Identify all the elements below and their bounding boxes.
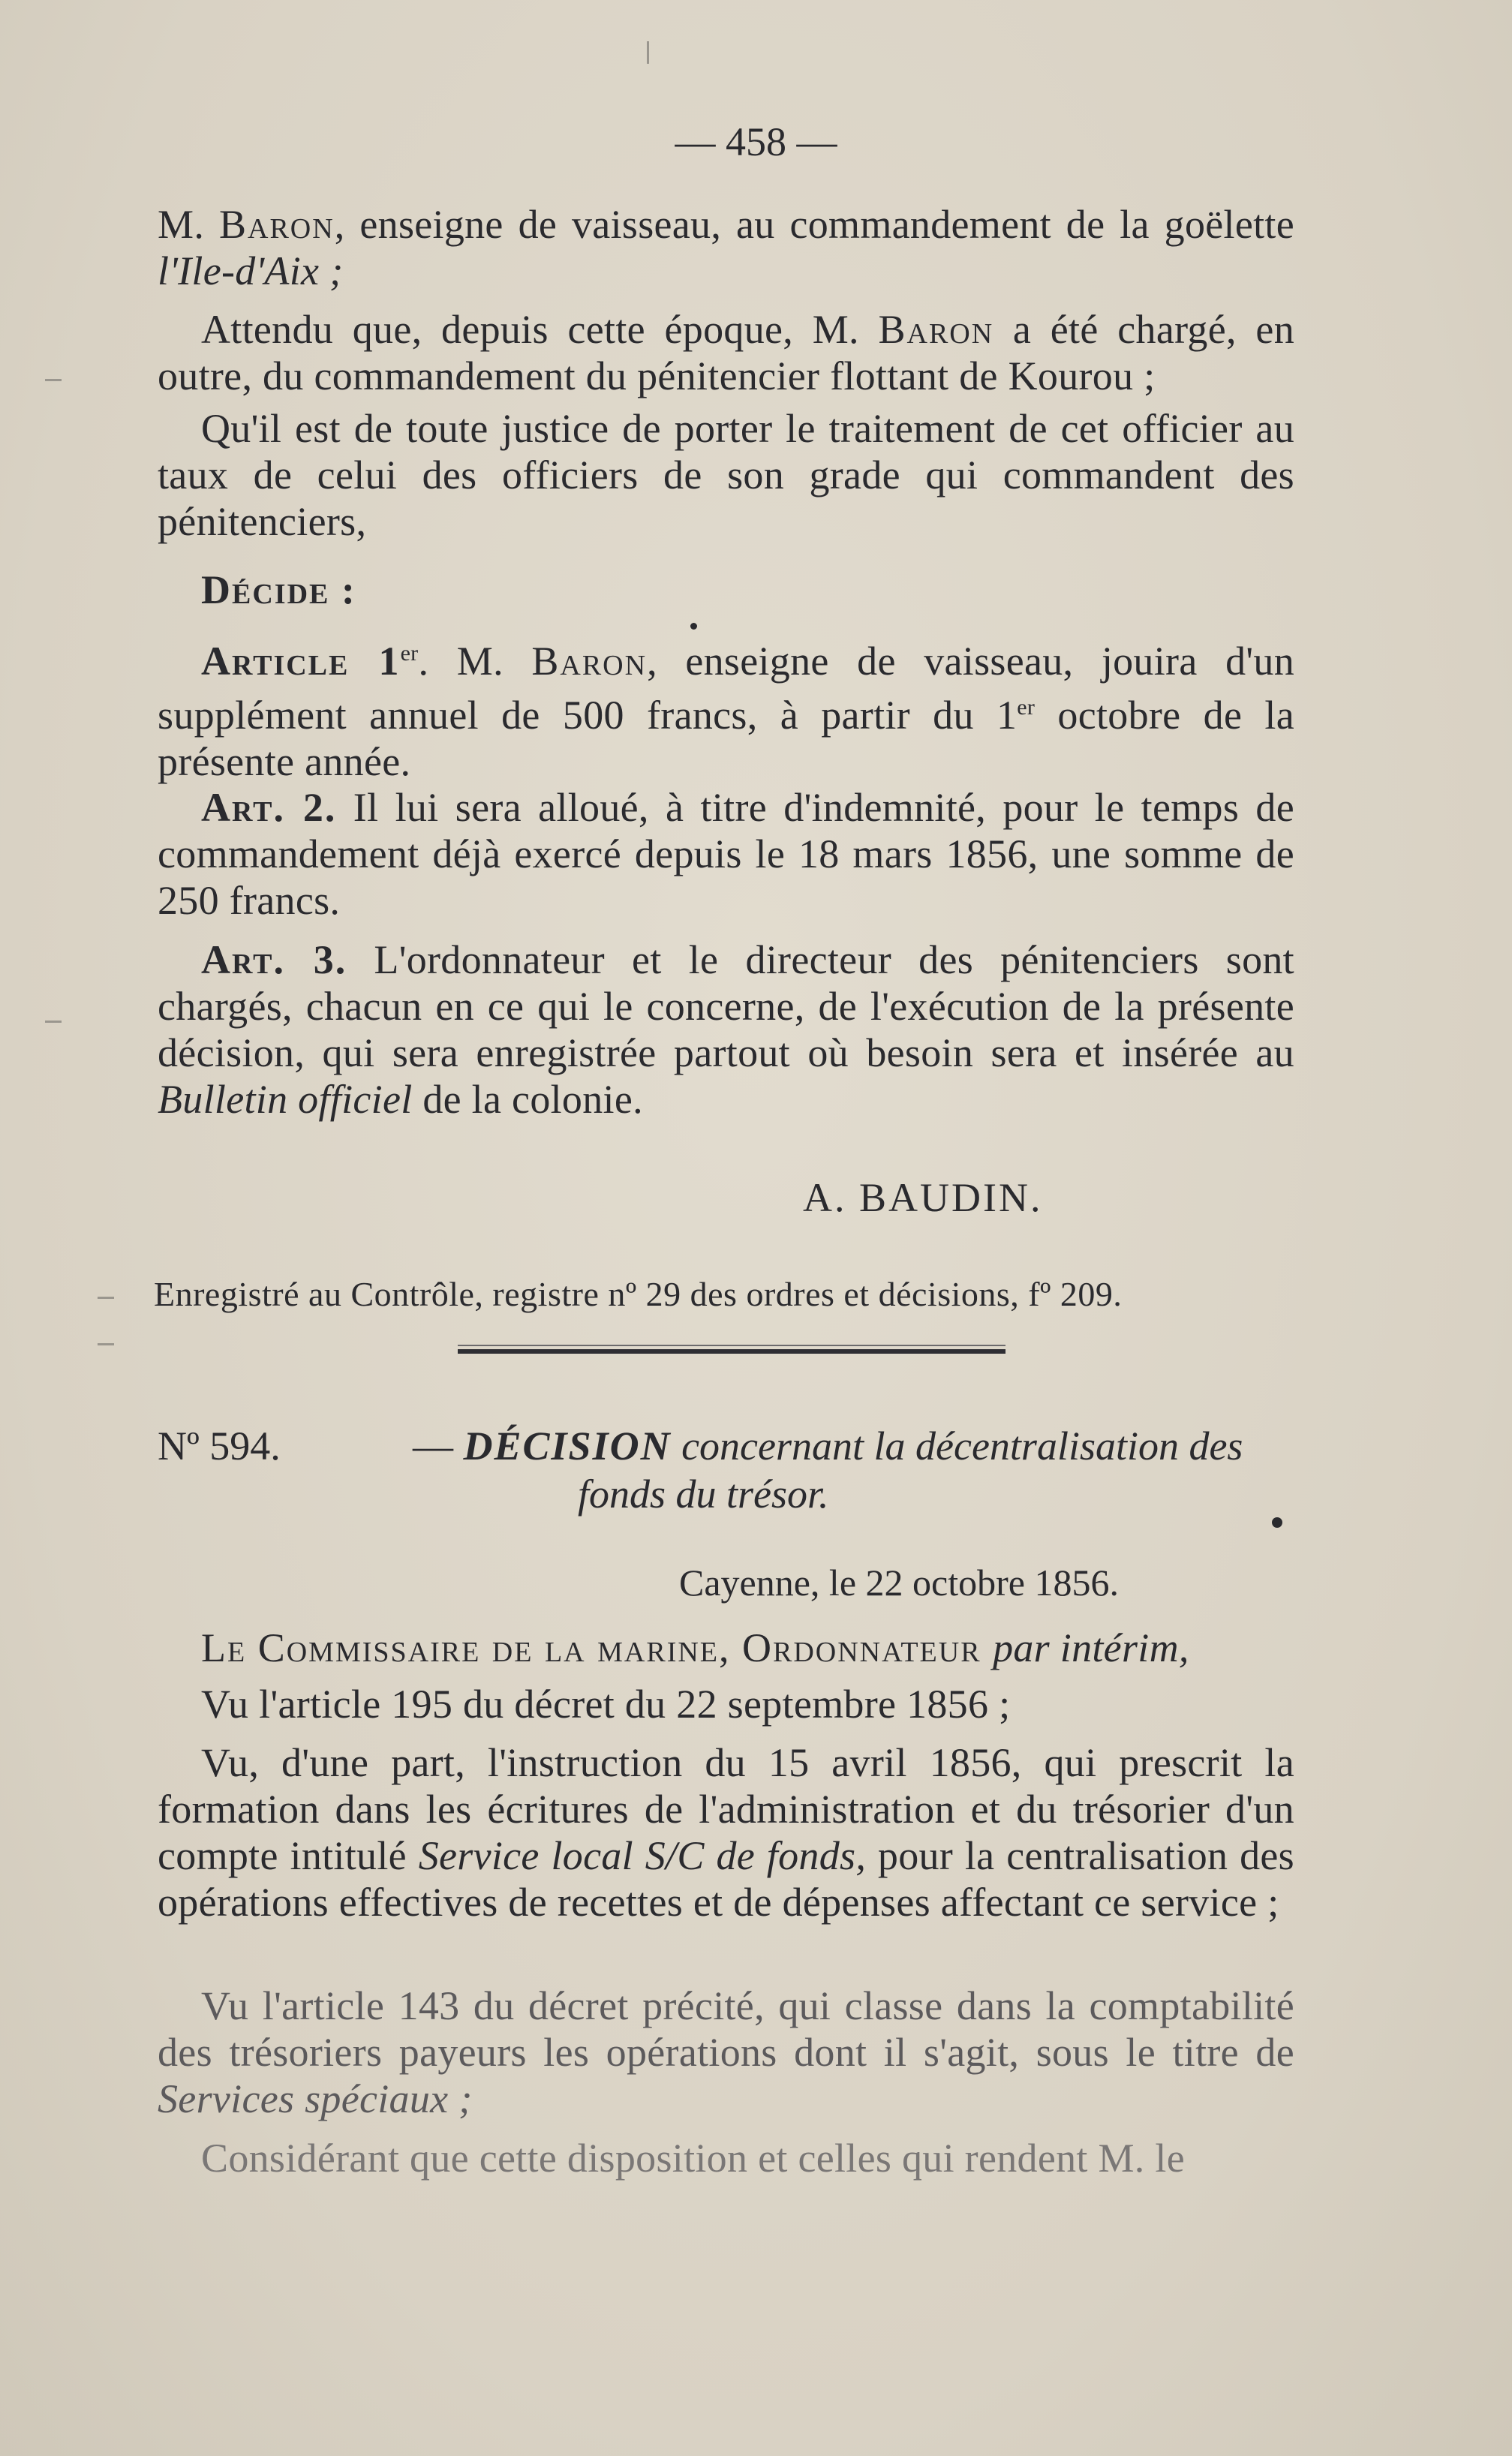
decision-title: DÉCISION — [463, 1423, 672, 1468]
vu-instruction: Vu, d'une part, l'instruction du 15 avril 1856, qui prescrit la formation dans les écritures de l'administration et du trésorier d'un compte intitulé Service local S/C de fonds, pour la centralisation des opérations effectives de recettes et de dépenses affectant ce service ; — [158, 1740, 1294, 1925]
intro-paragraph: M. Baron, enseigne de vaisseau, au commandement de la goëlette l'Ile-d'Aix ; — [158, 202, 1294, 293]
place-date: Cayenne, le 22 octobre 1856. — [679, 1562, 1119, 1604]
commissaire-line: Le Commissaire de la marine, Ordonnateur par intérim, — [201, 1625, 1189, 1670]
ship-name: l'Ile-d'Aix ; — [158, 248, 344, 293]
article-1: Article 1er. M. Baron, enseigne de vaisseau, jouira d'un supplément annuel de 500 francs, à partir du 1er octobre de la présente année. — [158, 639, 1294, 784]
vu-article-195: Vu l'article 195 du décret du 22 septembre 1856 ; — [201, 1682, 1011, 1727]
considerant-line: Considérant que cette disposition et celles qui rendent M. le — [201, 2136, 1185, 2181]
vu-article-143: Vu l'article 143 du décret précité, qui classe dans la comptabilité des trésoriers payeurs les opérations dont il s'agit, sous le titre de Services spéciaux ; — [158, 1983, 1294, 2121]
article-3: Art. 3. L'ordonnateur et le directeur des pénitenciers sont chargés, chacun en ce qui le concerne, de l'exécution de la présente décision, qui sera enregistrée partout où besoin sera et insérée au Bulletin officiel de la colonie. — [158, 937, 1294, 1122]
paragraph-attendu: Attendu que, depuis cette époque, M. Baron a été chargé, en outre, du commandement du pénitencier flottant de Kourou ; — [158, 307, 1294, 398]
page-number: — 458 — — [675, 119, 837, 164]
registration-note: Enregistré au Contrôle, registre nº 29 des ordres et décisions, fº 209. — [154, 1275, 1123, 1313]
scan-mark — [45, 379, 62, 381]
decision-heading: Nº 594. — DÉCISION concernant la décentralisation des fonds du trésor. — [158, 1422, 1294, 1518]
signature: A. BAUDIN. — [803, 1175, 1043, 1220]
services-speciaux: Services spéciaux ; — [158, 2076, 473, 2121]
decision-subtitle: fonds du trésor. — [578, 1471, 829, 1517]
scan-mark — [647, 41, 649, 64]
ink-speck — [690, 623, 697, 630]
scan-mark — [45, 1021, 62, 1023]
decision-number: Nº 594. — [158, 1423, 281, 1468]
ink-speck — [1272, 1517, 1282, 1528]
service-local: Service local S/C de fonds, — [418, 1833, 867, 1878]
scan-mark — [98, 1297, 114, 1299]
bulletin-officiel: Bulletin officiel — [158, 1077, 413, 1122]
divider-rule — [458, 1349, 1005, 1354]
decide-heading: Décide : — [201, 567, 356, 612]
divider-thin — [458, 1345, 1005, 1346]
scan-mark — [98, 1343, 114, 1345]
article-2: Art. 2. Il lui sera alloué, à titre d'indemnité, pour le temps de commandement déjà exercé depuis le 18 mars 1856, une somme de 250 francs. — [158, 785, 1294, 923]
paragraph-justice: Qu'il est de toute justice de porter le traitement de cet officier au taux de celui des officiers de son grade qui commandent des pénitenciers, — [158, 406, 1294, 544]
name-baron: Baron — [219, 202, 335, 247]
